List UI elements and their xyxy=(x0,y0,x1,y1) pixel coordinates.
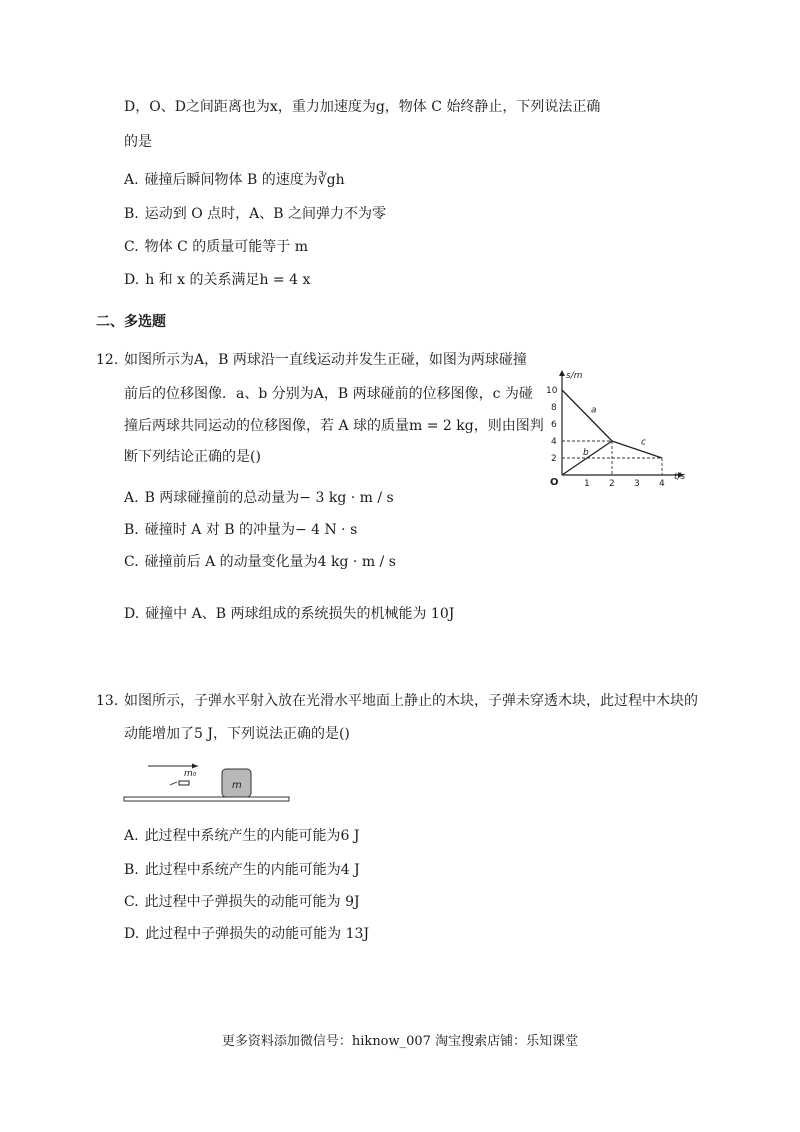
q12-option-d xyxy=(124,604,454,624)
y-tick-label: 6 xyxy=(551,420,557,430)
q13-option-b xyxy=(124,860,360,880)
q12-option-c xyxy=(124,552,396,572)
block-mass-label: m xyxy=(232,780,242,791)
option-letter: B. xyxy=(124,522,139,538)
option-text: 此过程中系统产生的内能可能为4 J xyxy=(144,862,360,878)
series-line-a xyxy=(562,390,612,441)
option-letter: D. xyxy=(124,272,140,288)
option-letter: C. xyxy=(124,554,139,570)
y-tick-label: 4 xyxy=(551,437,557,447)
q12-number: 12. xyxy=(96,352,119,368)
option-letter: A. xyxy=(124,490,139,506)
series-label-a: a xyxy=(591,405,597,416)
q13-stem-line-1: 如图所示，子弹水平射入放在光滑水平地面上静止的木块，子弹未穿透木块，此过程中木块的 xyxy=(124,693,698,709)
option-text: 碰撞中 A、B 两球组成的系统损失的机械能为 10J xyxy=(145,606,455,622)
bullet xyxy=(179,781,189,785)
option-letter: B. xyxy=(124,206,139,222)
y-tick-label: 2 xyxy=(551,454,557,464)
displacement-time-chart xyxy=(540,345,700,495)
ground-surface xyxy=(124,797,289,801)
q11-option-c xyxy=(124,237,308,257)
option-letter: A. xyxy=(124,828,139,844)
y-tick-label: 8 xyxy=(551,403,557,413)
option-text: 碰撞时 A 对 B 的冲量为− 4 N · s xyxy=(144,522,358,538)
section-title-multiple-choice: 二、多选题 xyxy=(96,314,166,330)
q13-option-d xyxy=(124,924,369,944)
option-text: 物体 C 的质量可能等于 m xyxy=(144,239,309,255)
q13-number: 13. xyxy=(96,693,119,709)
option-text: 运动到 O 点时，A、B 之间弹力不为零 xyxy=(144,206,386,222)
option-text: 碰撞后瞬间物体 B 的速度为∛gh xyxy=(144,172,345,188)
option-text: 此过程中子弹损失的动能可能为 9J xyxy=(144,894,360,910)
x-axis-label: t/s xyxy=(674,472,686,482)
option-letter: A. xyxy=(124,172,139,188)
series-label-c: c xyxy=(641,437,646,448)
option-letter: C. xyxy=(124,239,139,255)
q12-stem-line-4: 断下列结论正确的是() xyxy=(124,449,261,465)
option-letter: D. xyxy=(124,606,140,622)
x-tick-label: 3 xyxy=(634,479,640,489)
q11-option-a xyxy=(124,170,345,190)
option-text: 此过程中子弹损失的动能可能为 13J xyxy=(145,926,370,942)
series-label-b: b xyxy=(583,448,589,458)
motion-mark xyxy=(170,782,177,785)
option-letter: C. xyxy=(124,894,139,910)
option-letter: B. xyxy=(124,862,139,878)
option-text: 碰撞前后 A 的动量变化量为4 kg · m / s xyxy=(144,554,396,570)
q12-stem-line-1: 如图所示为A，B 两球沿一直线运动并发生正碰，如图为两球碰撞 xyxy=(124,352,527,368)
q13-option-c xyxy=(124,892,360,912)
x-tick-label: 1 xyxy=(584,479,590,489)
q11-option-d xyxy=(124,270,310,290)
q12-stem-line-2: 前后的位移图像．a、b 分别为A，B 两球碰前的位移图像，c 为碰 xyxy=(124,386,533,402)
q12-stem-line-3: 撞后两球共同运动的位移图像，若 A 球的质量m = 2 kg，则由图判 xyxy=(124,418,544,434)
y-axis-label: s/m xyxy=(566,371,583,381)
option-text: 此过程中系统产生的内能可能为6 J xyxy=(144,828,360,844)
bullet-block-figure xyxy=(120,760,295,805)
q11-stem-line-1: D，O、D之间距离也为x，重力加速度为g，物体 C 始终静止，下列说法正确 xyxy=(124,99,601,115)
velocity-arrow-head xyxy=(192,764,198,769)
chart-guide-lines xyxy=(562,441,662,475)
chart-axes xyxy=(559,370,684,478)
q11-stem-line-2: 的是 xyxy=(124,134,152,150)
page-footer: 更多资料添加微信号：hiknow_007 淘宝搜索店铺：乐知课堂 xyxy=(221,1034,579,1049)
q12-option-a xyxy=(124,488,394,508)
q11-option-b xyxy=(124,204,386,224)
option-text: h 和 x 的关系满足h = 4 x xyxy=(145,272,311,288)
y-axis-arrow xyxy=(559,370,565,376)
q13-stem-line-2: 动能增加了5 J，下列说法正确的是() xyxy=(124,726,350,742)
bullet-mass-label: m₀ xyxy=(184,769,197,779)
option-text: B 两球碰撞前的总动量为− 3 kg · m / s xyxy=(144,490,394,506)
x-tick-label: 2 xyxy=(609,479,615,489)
option-letter: D. xyxy=(124,926,140,942)
y-tick-label: 10 xyxy=(546,386,558,396)
x-tick-label: 4 xyxy=(659,479,665,489)
origin-label: O xyxy=(550,477,559,488)
q13-option-a xyxy=(124,826,360,846)
series-line-c xyxy=(612,441,662,458)
q12-option-b xyxy=(124,520,357,540)
